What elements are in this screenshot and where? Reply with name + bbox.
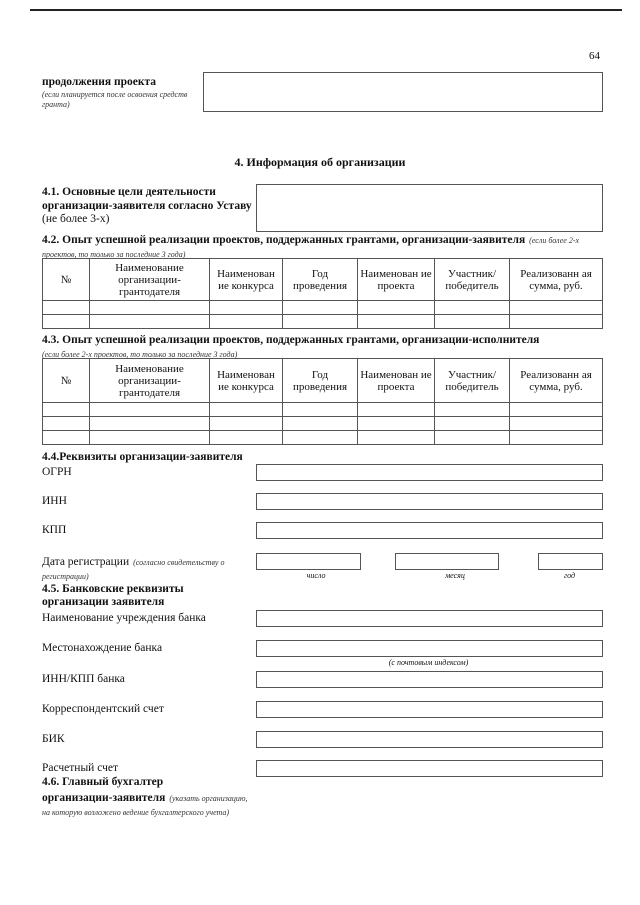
bank-location-field[interactable]: [256, 640, 603, 657]
top-rule: [30, 9, 622, 11]
reg-day-field[interactable]: [256, 553, 361, 570]
col-grantor: Наименование организации-грантодателя: [90, 359, 210, 403]
reg-date-note: (согласно свидетельству о регистрации): [42, 558, 225, 581]
kpp-label: КПП: [42, 524, 67, 536]
s41-label: [42, 186, 252, 227]
settlement-account-field[interactable]: [256, 760, 603, 777]
reg-day-caption: число: [306, 571, 326, 580]
reg-month-caption: месяц: [445, 571, 465, 580]
corr-account-label: Корреспондентский счет: [42, 703, 164, 715]
col-year: Год проведения: [283, 259, 358, 301]
col-project: Наименован ие проекта: [358, 359, 435, 403]
inn-label: ИНН: [42, 495, 67, 507]
table-row: [43, 403, 603, 417]
table-row: [43, 431, 603, 445]
reg-month-field[interactable]: [395, 553, 499, 570]
bik-field[interactable]: [256, 731, 603, 748]
page-number: 64: [589, 50, 600, 62]
table-row: [43, 417, 603, 431]
settlement-account-label: Расчетный счет: [42, 762, 118, 774]
col-num: №: [43, 359, 90, 403]
s43-table: [42, 358, 603, 445]
col-grantor: Наименование организации-грантодателя: [90, 259, 210, 301]
s46-note: (указать организацию, на которую возложено ведение бухгалтерского учета): [42, 794, 248, 817]
s43-heading: [42, 333, 607, 360]
s43-note: (если более 2-х проектов, то только за последние 3 года): [42, 350, 238, 359]
bank-location-label: Местонахождение банка: [42, 642, 163, 654]
reg-year-caption: год: [563, 571, 576, 580]
table-row: [43, 315, 603, 329]
col-winner: Участник/ победитель: [435, 259, 510, 301]
col-amount: Реализованн ая сумма, руб.: [510, 359, 603, 403]
table-row: [43, 301, 603, 315]
continuation-note: (если планируется после освоения средств гранта): [42, 90, 188, 109]
bank-inn-kpp-field[interactable]: [256, 671, 603, 688]
kpp-field[interactable]: [256, 522, 603, 539]
s44-title: 4.4.Реквизиты организации-заявителя: [42, 451, 243, 463]
s46-label-group: [42, 791, 252, 818]
col-year: Год проведения: [283, 359, 358, 403]
section-title: 4. Информация об организации: [234, 155, 406, 169]
ogrn-label: ОГРН: [42, 466, 72, 478]
col-num: №: [43, 259, 90, 301]
inn-field[interactable]: [256, 493, 603, 510]
postal-caption: (с почтовым индексом): [388, 658, 469, 667]
bank-name-label: Наименование учреждения банка: [42, 612, 206, 624]
ogrn-field[interactable]: [256, 464, 603, 481]
bank-name-field[interactable]: [256, 610, 603, 627]
s42-note: (если более 2-х проектов, то только за последние 3 года): [42, 236, 580, 259]
s42-table: [42, 258, 603, 329]
continuation-label: продолжения проекта: [42, 76, 156, 88]
s45-title: 4.5. Банковские реквизиты организации заявителя: [42, 583, 184, 608]
continuation-field[interactable]: [203, 72, 603, 112]
s43-header-row: [43, 359, 603, 403]
s42-heading: [42, 233, 607, 260]
s41-label-normal: (не более 3-х): [42, 213, 110, 225]
col-winner: Участник/ победитель: [435, 359, 510, 403]
s41-label-bold: 4.1. Основные цели деятельности организации-заявителя согласно Уставу: [42, 186, 252, 212]
bank-inn-kpp-label: ИНН/КПП банка: [42, 673, 125, 685]
corr-account-field[interactable]: [256, 701, 603, 718]
bik-label: БИК: [42, 733, 65, 745]
col-amount: Реализованн ая сумма, руб.: [510, 259, 603, 301]
col-contest: Наименован ие конкурса: [210, 359, 283, 403]
s42-header-row: [43, 259, 603, 301]
s42-title: 4.2. Опыт успешной реализации проектов, поддержанных грантами, организации-заявителя: [42, 234, 526, 246]
reg-year-field[interactable]: [538, 553, 603, 570]
s46-title-line1: 4.6. Главный бухгалтер: [42, 776, 164, 788]
reg-date-label-group: [42, 555, 247, 582]
col-contest: Наименован ие конкурса: [210, 259, 283, 301]
s46-title-line2: организации-заявителя: [42, 792, 166, 804]
s41-field[interactable]: [256, 184, 603, 232]
col-project: Наименован ие проекта: [358, 259, 435, 301]
s43-title: 4.3. Опыт успешной реализации проектов, поддержанных грантами, организации-исполнителя: [42, 334, 540, 346]
reg-date-label: Дата регистрации: [42, 556, 130, 568]
